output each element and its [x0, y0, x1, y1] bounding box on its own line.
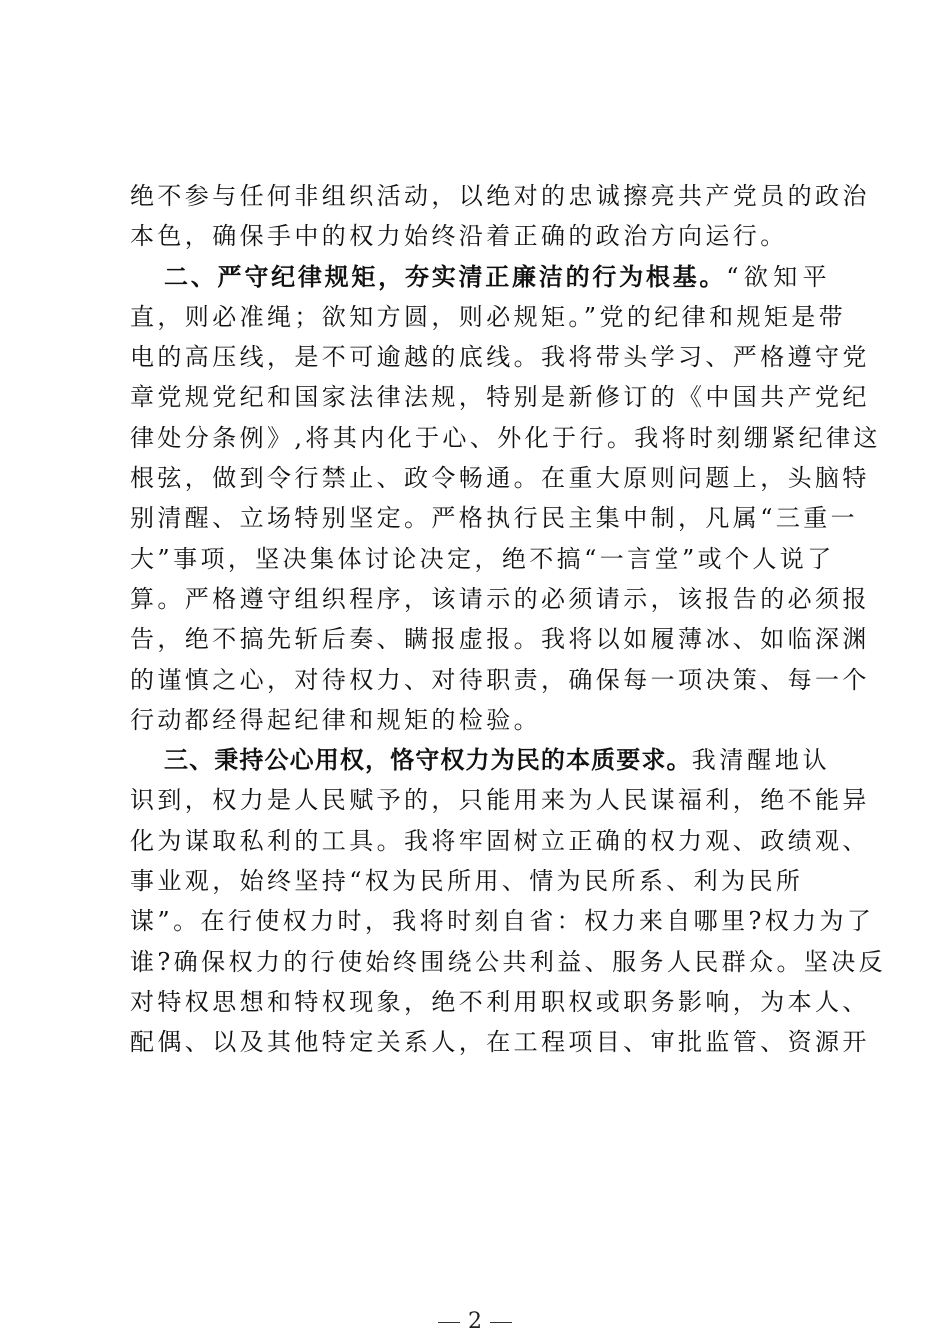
text-line: 谋”。在行使权力时，我将时刻自省：权力来自哪里?权力为了	[130, 907, 875, 936]
text-line: 本色，确保手中的权力始终沿着正确的政治方向运行。	[130, 222, 788, 251]
text-line: 告，绝不搞先斩后奏、瞒报虚报。我将以如履薄冰、如临深渊	[130, 625, 870, 654]
text-line: 谁?确保权力的行使始终围绕公共利益、服务人民群众。坚决反	[130, 947, 887, 976]
text-line: 大”事项，坚决集体讨论决定，绝不搞“一言堂”或个人说了	[130, 544, 835, 573]
text-line: 对特权思想和特权现象，绝不利用职权或职务影响，为本人、	[130, 987, 870, 1016]
text-line: 事业观，始终坚持“权为民所用、情为民所系、利为民所	[130, 867, 804, 896]
section-heading-line	[130, 257, 830, 297]
section-heading-2: 二、严守纪律规矩，夯实清正廉洁的行为根基。	[164, 262, 727, 291]
text-line: 绝不参与任何非组织活动，以绝对的忠诚擦亮共产党员的政治	[130, 182, 870, 210]
text-line: 的谨慎之心，对待权力、对待职责，确保每一项决策、每一个	[130, 665, 870, 694]
text-line: 直，则必准绳；欲知方圆，则必规矩。”党的纪律和规矩是带	[130, 302, 847, 331]
footer-dash-left	[438, 1322, 460, 1323]
page-footer	[0, 1306, 950, 1338]
text-line: 化为谋取私利的工具。我将牢固树立正确的权力观、政绩观、	[130, 826, 870, 855]
footer-dash-right	[490, 1322, 512, 1323]
section-heading-line	[130, 740, 830, 780]
text-fragment: “欲知平	[726, 262, 830, 291]
text-line: 配偶、以及其他特定关系人，在工程项目、审批监管、资源开	[130, 1028, 870, 1057]
text-fragment: 我清醒地认	[691, 746, 830, 775]
text-line: 根弦，做到令行禁止、政令畅通。在重大原则问题上，头脑特	[130, 464, 870, 493]
text-line: 识到，权力是人民赋予的，只能用来为人民谋福利，绝不能异	[130, 786, 870, 815]
page-number: 2	[468, 1309, 482, 1334]
text-line: 别清醒、立场特别坚定。严格执行民主集中制，凡属“三重一	[130, 504, 859, 533]
text-line: 章党规党纪和国家法律法规，特别是新修订的《中国共产党纪	[130, 383, 870, 412]
text-line: 算。严格遵守组织程序，该请示的必须请示，该报告的必须报	[130, 584, 870, 613]
section-heading-3: 三、秉持公心用权，恪守权力为民的本质要求。	[164, 746, 692, 775]
text-line: 电的高压线，是不可逾越的底线。我将带头学习、严格遵守党	[130, 343, 870, 372]
text-line: 律处分条例》,将其内化于心、外化于行。我将时刻绷紧纪律这	[130, 423, 881, 452]
text-line: 行动都经得起纪律和规矩的检验。	[130, 705, 541, 734]
document-body	[130, 176, 887, 1063]
